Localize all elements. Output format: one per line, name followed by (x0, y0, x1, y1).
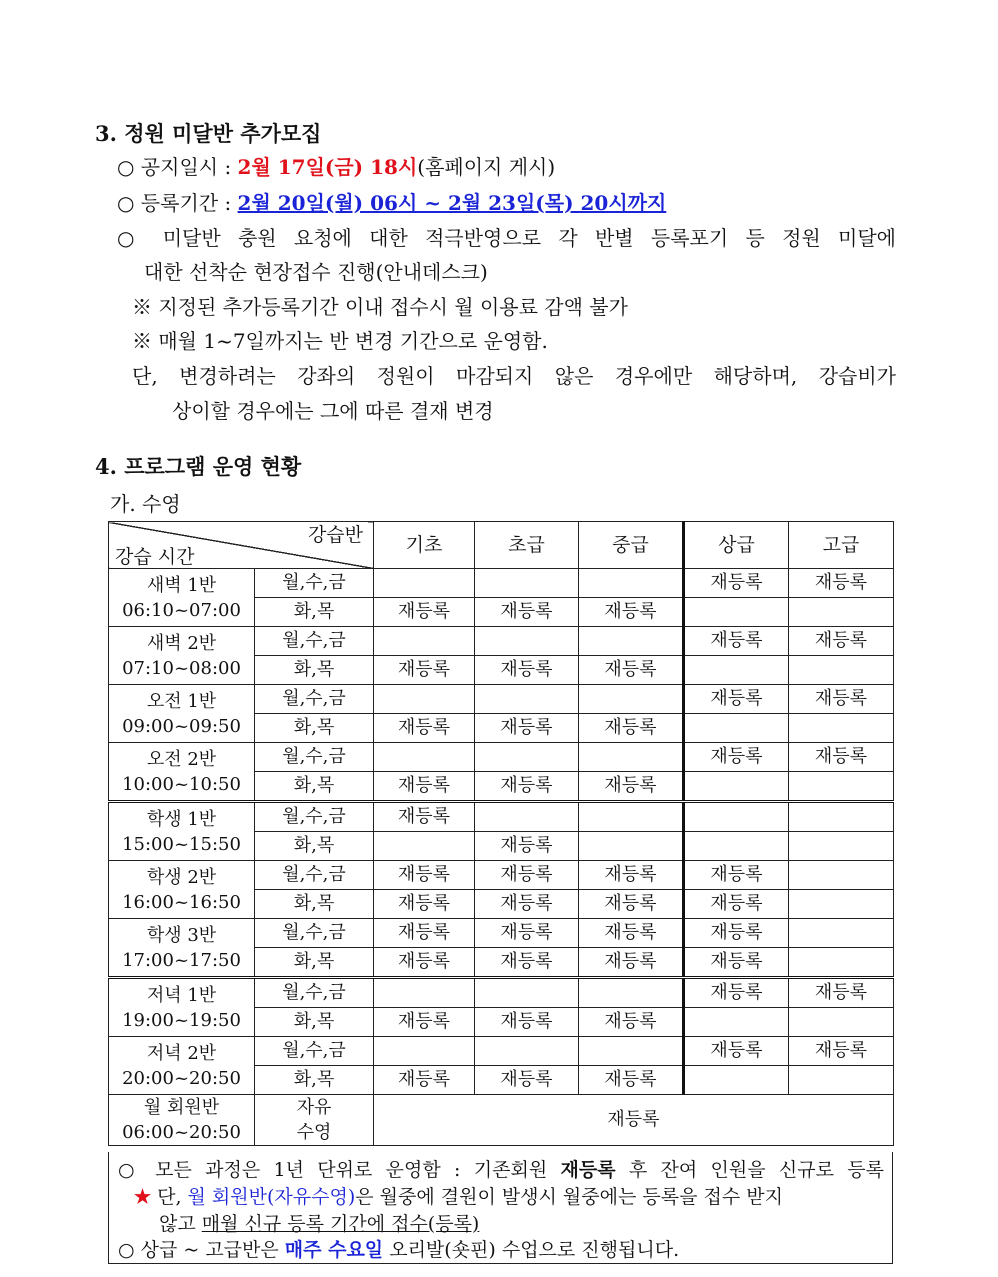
class-time-cell (109, 802, 255, 861)
status-cell: 재등록 (789, 627, 894, 656)
status-cell (789, 598, 894, 627)
table-header-row (109, 522, 894, 569)
level-header-basic: 기초 (374, 522, 475, 569)
status-cell (789, 1008, 894, 1037)
level-header-intermediate: 중급 (579, 522, 684, 569)
status-cell (789, 861, 894, 890)
status-cell (684, 598, 789, 627)
level-header-beginner: 초급 (475, 522, 579, 569)
status-cell: 재등록 (579, 890, 684, 919)
notice-date: 2월 17일(금) 18시 (237, 155, 418, 179)
class-time-cell (109, 919, 255, 978)
status-cell: 재등록 (684, 978, 789, 1008)
class-time: 16:00~16:50 (122, 891, 241, 913)
status-cell (374, 978, 475, 1008)
class-time: 06:00~20:50 (122, 1122, 241, 1143)
status-cell (579, 685, 684, 714)
status-cell: 재등록 (475, 861, 579, 890)
note4-text-b: 오리발(숏핀) 수업으로 진행됩니다. (383, 1239, 680, 1261)
class-name: 오전 2반 (146, 748, 217, 770)
registration-prefix: ○ 등록기간 : (117, 191, 238, 215)
status-cell: 재등록 (684, 919, 789, 948)
day-cell: 화,목 (255, 948, 374, 978)
class-time-cell (109, 685, 255, 743)
note-3-line1: 단, 변경하려는 강좌의 정원이 마감되지 않은 경우에만 해당하며, 강습비가 (132, 364, 896, 388)
status-cell: 재등록 (374, 890, 475, 919)
class-time: 10:00~10:50 (122, 773, 241, 795)
corner-header-cell (109, 522, 374, 569)
table-row (109, 919, 894, 948)
day-cell (255, 1095, 374, 1146)
status-cell: 재등록 (374, 861, 475, 890)
note-line-3 (159, 1209, 479, 1236)
status-cell: 재등록 (374, 919, 475, 948)
class-name: 학생 3반 (146, 924, 217, 946)
status-cell: 재등록 (684, 685, 789, 714)
status-cell (684, 772, 789, 802)
status-cell: 재등록 (374, 802, 475, 832)
status-cell (789, 948, 894, 978)
table-row (109, 802, 894, 832)
status-cell (475, 627, 579, 656)
day-cell: 화,목 (255, 832, 374, 861)
day-cell: 화,목 (255, 1008, 374, 1037)
day-cell: 월,수,금 (255, 743, 374, 772)
class-time: 15:00~15:50 (122, 833, 241, 855)
day-line: 자유 (296, 1097, 332, 1118)
class-time: 19:00~19:50 (122, 1009, 241, 1031)
table-row (109, 569, 894, 598)
status-cell: 재등록 (374, 948, 475, 978)
bullet3-line2: 대한 선착순 현장접수 진행(안내데스크) (144, 260, 488, 284)
status-cell (374, 569, 475, 598)
table-row (109, 627, 894, 656)
class-name: 새벽 1반 (146, 574, 217, 596)
status-cell: 재등록 (579, 1008, 684, 1037)
level-header-advanced: 고급 (789, 522, 894, 569)
note1-bold: 재등록 (560, 1159, 616, 1181)
class-name: 저녁 1반 (146, 984, 217, 1006)
status-cell: 재등록 (684, 948, 789, 978)
section4-subheading: 가. 수영 (110, 492, 181, 516)
status-cell (579, 743, 684, 772)
status-cell (684, 1008, 789, 1037)
status-cell (475, 569, 579, 598)
day-cell: 월,수,금 (255, 1037, 374, 1066)
status-cell (374, 685, 475, 714)
corner-label-class: 강습반 (307, 524, 363, 546)
day-cell: 화,목 (255, 1066, 374, 1095)
status-cell (579, 627, 684, 656)
status-cell: 재등록 (374, 656, 475, 685)
status-cell: 재등록 (374, 714, 475, 743)
status-cell (579, 832, 684, 861)
status-cell: 재등록 (374, 772, 475, 802)
status-cell (475, 685, 579, 714)
status-cell: 재등록 (475, 598, 579, 627)
status-cell (374, 832, 475, 861)
status-cell: 재등록 (684, 743, 789, 772)
status-cell: 재등록 (579, 772, 684, 802)
class-time-cell (109, 627, 255, 685)
status-cell (579, 802, 684, 832)
status-cell: 재등록 (579, 656, 684, 685)
status-cell (684, 714, 789, 743)
status-cell: 재등록 (684, 1037, 789, 1066)
class-time-cell (109, 743, 255, 802)
status-cell: 재등록 (475, 919, 579, 948)
status-cell: 재등록 (579, 948, 684, 978)
swim-schedule-table (108, 521, 894, 1146)
status-cell: 재등록 (579, 861, 684, 890)
status-cell: 재등록 (475, 1008, 579, 1037)
class-time-cell (109, 1037, 255, 1095)
status-cell: 재등록 (579, 714, 684, 743)
status-cell (374, 743, 475, 772)
status-cell: 재등록 (579, 598, 684, 627)
registration-line (117, 187, 666, 216)
status-cell: 재등록 (475, 1066, 579, 1095)
level-header-upper: 상급 (684, 522, 789, 569)
status-cell (789, 832, 894, 861)
day-cell: 화,목 (255, 890, 374, 919)
status-cell: 재등록 (684, 861, 789, 890)
table-row (109, 861, 894, 890)
notes-box (108, 1152, 893, 1264)
status-cell (374, 1037, 475, 1066)
class-name: 학생 2반 (146, 866, 217, 888)
table-row (109, 743, 894, 772)
section4-heading: 4. 프로그램 운영 현황 (95, 454, 302, 479)
status-cell: 재등록 (475, 948, 579, 978)
status-cell (789, 656, 894, 685)
status-cell: 재등록 (374, 1008, 475, 1037)
class-time-cell (109, 861, 255, 919)
status-cell (684, 832, 789, 861)
note2-text-b: 은 월중에 결원이 발생시 월중에는 등록을 접수 받지 (355, 1186, 783, 1208)
status-cell: 재등록 (684, 569, 789, 598)
class-time: 07:10~08:00 (122, 657, 241, 679)
status-cell (789, 772, 894, 802)
status-cell: 재등록 (374, 1066, 475, 1095)
class-name: 저녁 2반 (146, 1042, 217, 1064)
status-cell (475, 743, 579, 772)
corner-label-time: 강습 시간 (115, 546, 195, 568)
note3-underlined: 매월 신규 등록 기간에 접수(등록) (201, 1213, 480, 1235)
day-cell: 월,수,금 (255, 685, 374, 714)
status-cell: 재등록 (789, 978, 894, 1008)
day-cell: 월,수,금 (255, 978, 374, 1008)
class-time: 06:10~07:00 (122, 599, 241, 621)
day-cell: 월,수,금 (255, 802, 374, 832)
class-name: 학생 1반 (146, 808, 217, 830)
class-time: 20:00~20:50 (122, 1067, 241, 1089)
status-cell: 재등록 (475, 656, 579, 685)
notice-suffix: (홈페이지 게시) (417, 155, 556, 179)
table-row (109, 1037, 894, 1066)
status-cell: 재등록 (475, 890, 579, 919)
notice-prefix: ○ 공지일시 : (117, 155, 238, 179)
note3-text-a: 않고 (159, 1213, 202, 1235)
class-name: 오전 1반 (146, 690, 217, 712)
status-cell (579, 978, 684, 1008)
status-cell (789, 1066, 894, 1095)
day-cell: 화,목 (255, 714, 374, 743)
note4-text-a: ○ 상급 ~ 고급반은 (118, 1239, 285, 1261)
status-cell (684, 802, 789, 832)
note-3-line2: 상이할 경우에는 그에 따른 결재 변경 (172, 399, 494, 423)
class-time-cell (109, 569, 255, 627)
status-cell: 재등록 (684, 627, 789, 656)
note-line-4 (118, 1235, 679, 1262)
status-cell (374, 627, 475, 656)
table-row-monthly (109, 1095, 894, 1146)
status-cell (579, 1037, 684, 1066)
note1-text-b: 후 잔여 인원을 신규로 등록 (615, 1159, 884, 1181)
status-cell: 재등록 (374, 1095, 894, 1146)
notice-line (117, 151, 555, 180)
status-cell: 재등록 (789, 569, 894, 598)
status-cell: 재등록 (789, 685, 894, 714)
note-1: ※ 지정된 추가등록기간 이내 접수시 월 이용료 감액 불가 (132, 295, 628, 319)
table-row (109, 978, 894, 1008)
day-cell: 월,수,금 (255, 919, 374, 948)
status-cell: 재등록 (579, 1066, 684, 1095)
day-cell: 화,목 (255, 772, 374, 802)
table-row (109, 685, 894, 714)
status-cell: 재등록 (475, 772, 579, 802)
note-2: ※ 매월 1~7일까지는 반 변경 기간으로 운영함. (132, 329, 548, 353)
status-cell: 재등록 (579, 919, 684, 948)
day-cell: 월,수,금 (255, 569, 374, 598)
day-cell: 월,수,금 (255, 627, 374, 656)
class-name: 월 회원반 (143, 1097, 220, 1118)
bullet3-line1: ○ 미달반 충원 요청에 대한 적극반영으로 각 반별 등록포기 등 정원 미달에 (117, 226, 896, 250)
status-cell: 재등록 (789, 743, 894, 772)
class-time: 17:00~17:50 (122, 949, 241, 971)
star-icon: ★ (134, 1186, 152, 1208)
status-cell: 재등록 (475, 832, 579, 861)
day-cell: 월,수,금 (255, 861, 374, 890)
status-cell (789, 802, 894, 832)
status-cell (579, 569, 684, 598)
note1-text-a: ○ 모든 과정은 1년 단위로 운영함 : 기존회원 (118, 1159, 561, 1181)
section3-heading: 3. 정원 미달반 추가모집 (95, 121, 322, 146)
class-time-cell (109, 978, 255, 1037)
note4-blue: 매주 수요일 (284, 1239, 384, 1261)
status-cell (475, 1037, 579, 1066)
status-cell (789, 714, 894, 743)
registration-period: 2월 20일(월) 06시 ~ 2월 23일(목) 20시까지 (237, 191, 667, 215)
class-time: 09:00~09:50 (122, 715, 241, 737)
day-cell: 화,목 (255, 598, 374, 627)
status-cell: 재등록 (374, 598, 475, 627)
status-cell: 재등록 (475, 714, 579, 743)
status-cell (789, 919, 894, 948)
status-cell (684, 656, 789, 685)
status-cell: 재등록 (789, 1037, 894, 1066)
day-cell: 화,목 (255, 656, 374, 685)
monthly-class-cell (109, 1095, 255, 1146)
day-line: 수영 (296, 1122, 332, 1143)
status-cell: 재등록 (684, 890, 789, 919)
note2-blue: 월 회원반(자유수영) (187, 1186, 356, 1208)
note-line-1 (118, 1155, 884, 1182)
class-name: 새벽 2반 (146, 632, 217, 654)
status-cell (789, 890, 894, 919)
note2-text-a: 단, (151, 1186, 188, 1208)
status-cell (475, 978, 579, 1008)
status-cell (684, 1066, 789, 1095)
note-line-2 (134, 1182, 783, 1209)
status-cell (475, 802, 579, 832)
